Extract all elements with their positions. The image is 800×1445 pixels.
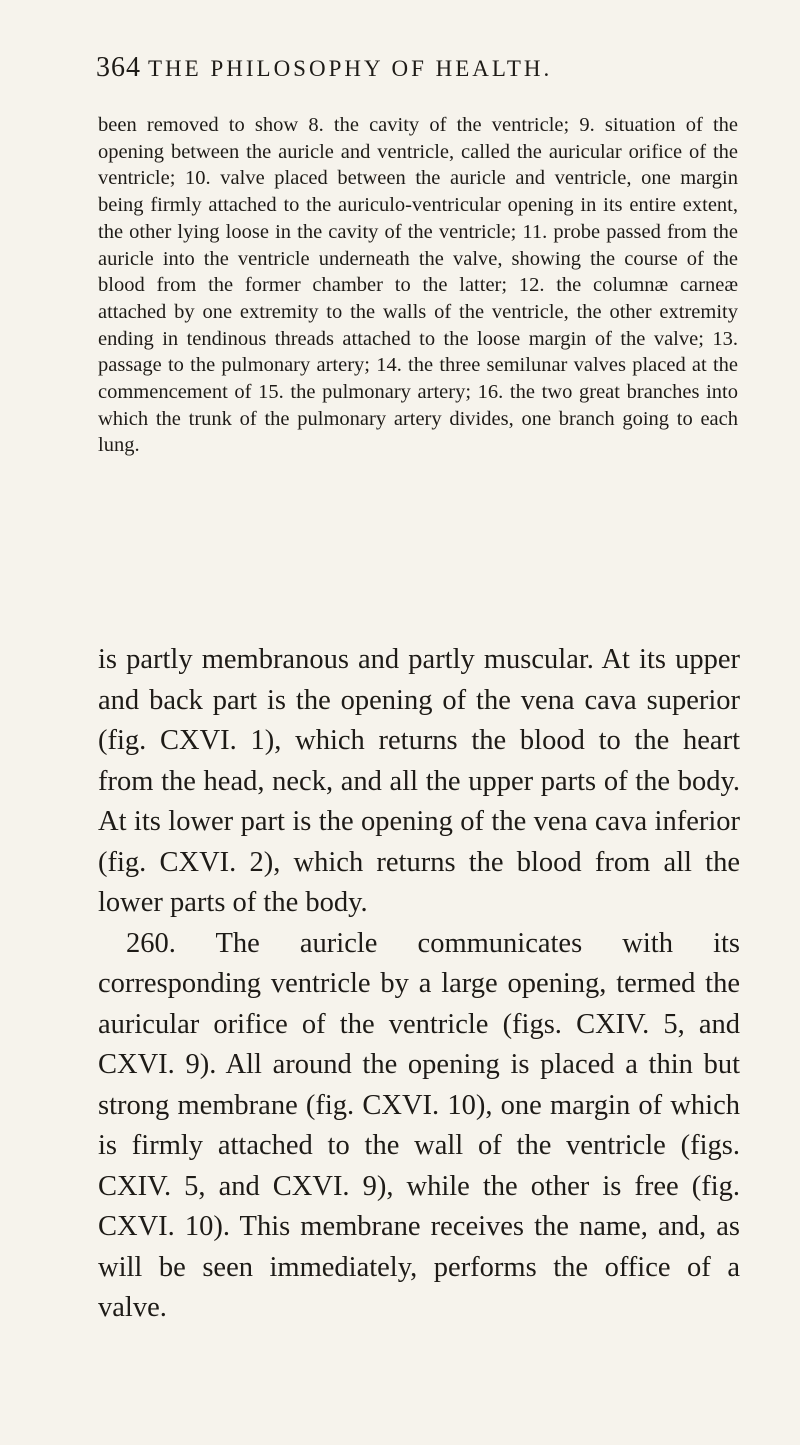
figure-caption bbox=[98, 112, 738, 459]
caption-text: been removed to show 8. the cavity of the ventricle; 9. situation of the opening between the auricle and ventricle, called the auricular orifice of the ventricle; 10. valve placed between the auricle and ventricle, one margin being firmly attached to the auriculo-ventricular opening in its entire extent, the other lying loose in the cavity of the ventricle; 11. probe passed from the auricle into the ventricle underneath the valve, showing the course of the blood from the former chamber to the latter; 12. the columnæ carneæ attached by one extremity to the walls of the ventricle, the other extremity ending in tendinous threads attached to the loose margin of the valve; 13. passage to the pulmonary artery; 14. the three semilunar valves placed at the commencement of 15. the pulmonary artery; 16. the two great branches into which the trunk of the pulmonary artery divides, one branch going to each lung. bbox=[98, 114, 738, 457]
paragraph-continuation: is partly membranous and partly muscular. At its upper and back part is the opening of the vena cava superior (fig. CXVI. 1), which returns the blood to the heart from the head, neck, and all the upper parts of the body. At its lower part is the opening of the vena cava inferior (fig. CXVI. 2), which returns the blood from all the lower parts of the body. bbox=[98, 644, 740, 918]
body-text bbox=[98, 640, 740, 1329]
page-number: 364 bbox=[96, 52, 141, 83]
running-head bbox=[96, 52, 736, 92]
paragraph-260: 260. The auricle communicates with its corresponding ventricle by a large opening, termed the auricular orifice of the ventricle (figs. CXIV. 5, and CXVI. 9). All around the opening is placed a thin but strong membrane (fig. CXVI. 10), one margin of which is firmly attached to the wall of the ventricle (figs. CXIV. 5, and CXVI. 9), while the other is free (fig. CXVI. 10). This membrane receives the name, and, as will be seen immediately, performs the office of a valve. bbox=[98, 927, 740, 1323]
running-title: THE PHILOSOPHY OF HEALTH. bbox=[148, 56, 553, 81]
